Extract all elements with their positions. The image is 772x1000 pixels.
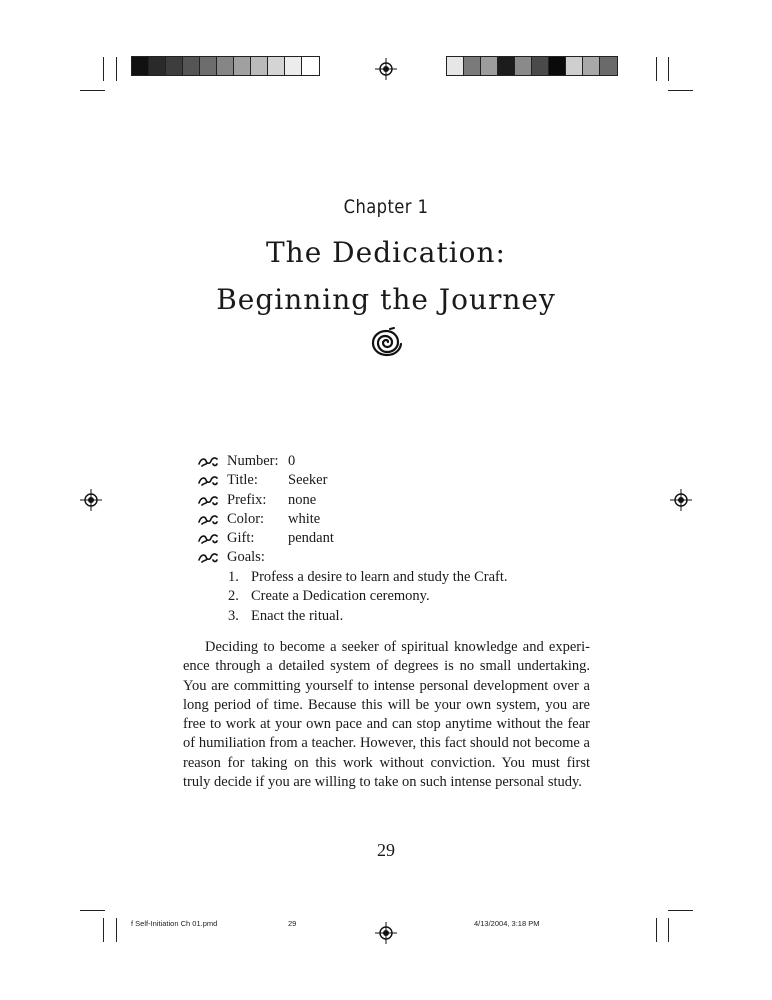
registration-mark-icon bbox=[375, 922, 397, 944]
slug-timestamp: 4/13/2004, 3:18 PM bbox=[474, 919, 540, 928]
color-swatch bbox=[566, 57, 583, 75]
color-swatch bbox=[583, 57, 600, 75]
crop-mark bbox=[668, 918, 669, 942]
goal-text: Enact the ritual. bbox=[251, 607, 344, 624]
crop-mark bbox=[668, 90, 693, 91]
crop-mark bbox=[80, 90, 105, 91]
crop-mark bbox=[668, 910, 693, 911]
fleuron-bullet-icon bbox=[198, 455, 218, 467]
fact-label: Number: bbox=[227, 453, 279, 469]
chapter-title-line-1: The Dedication: bbox=[266, 236, 506, 269]
crop-mark bbox=[656, 918, 657, 942]
fact-label: Goals: bbox=[227, 549, 265, 566]
crop-mark bbox=[656, 57, 657, 81]
goal-text: Profess a desire to learn and study the Craft. bbox=[251, 569, 508, 585]
fact-label: Color: bbox=[227, 510, 265, 527]
fact-label: Prefix: bbox=[227, 491, 267, 508]
color-swatch bbox=[268, 57, 285, 75]
slug-filename: f Self-Initiation Ch 01.pmd bbox=[131, 919, 218, 928]
chapter-label: Chapter 1 bbox=[343, 196, 429, 218]
fact-label: Gift: bbox=[227, 530, 255, 547]
color-bar-left bbox=[131, 56, 320, 76]
goal-number: 3. bbox=[228, 607, 239, 624]
crop-mark bbox=[668, 57, 669, 81]
page-number: 29 bbox=[377, 840, 395, 860]
crop-mark bbox=[80, 910, 105, 911]
goal-text: Create a Dedication ceremony. bbox=[251, 588, 430, 605]
color-swatch bbox=[217, 57, 234, 75]
fleuron-bullet-icon bbox=[198, 551, 218, 563]
fact-value: white bbox=[288, 510, 321, 527]
fact-value: pendant bbox=[288, 530, 334, 547]
slug-page: 29 bbox=[288, 919, 297, 928]
goal-number: 1. bbox=[228, 569, 239, 585]
color-swatch bbox=[549, 57, 566, 75]
color-swatch bbox=[285, 57, 302, 75]
color-swatch bbox=[600, 57, 617, 75]
color-swatch bbox=[200, 57, 217, 75]
color-swatch bbox=[515, 57, 532, 75]
goal-number: 2. bbox=[228, 588, 239, 605]
crop-mark bbox=[103, 57, 104, 81]
color-swatch bbox=[447, 57, 464, 75]
fleuron-bullet-icon bbox=[198, 513, 218, 525]
fleuron-bullet-icon bbox=[198, 494, 218, 506]
fact-label: Title: bbox=[227, 472, 258, 489]
registration-mark-icon bbox=[375, 58, 397, 80]
chapter-title-line-2: Beginning the Journey bbox=[216, 283, 556, 316]
color-swatch bbox=[149, 57, 166, 75]
color-bar-right bbox=[446, 56, 618, 76]
fleuron-bullet-icon bbox=[198, 474, 218, 486]
color-swatch bbox=[132, 57, 149, 75]
color-swatch bbox=[498, 57, 515, 75]
color-swatch bbox=[183, 57, 200, 75]
fact-value: 0 bbox=[288, 453, 296, 469]
fact-value: Seeker bbox=[288, 472, 328, 489]
crop-mark bbox=[116, 918, 117, 942]
registration-mark-icon bbox=[670, 489, 692, 511]
crop-mark bbox=[103, 918, 104, 942]
fact-value: none bbox=[288, 491, 317, 508]
body-paragraph: Deciding to become a seeker of spiritual knowledge and experience through a detailed system of degrees is no small undertaking. You are committing yourself to intense personal development over a long period of time. Because this will be your own system, you are free to work at your own pace and can stop anytime without the fear of humiliation from a teacher. However, this fact should not become a reason for taking on this work without conviction. You must first truly decide if you are willing to take on such intense personal study. bbox=[183, 639, 590, 791]
registration-mark-icon bbox=[80, 489, 102, 511]
spiral-ornament-icon bbox=[370, 327, 404, 359]
fleuron-bullet-icon bbox=[198, 532, 218, 544]
color-swatch bbox=[166, 57, 183, 75]
color-swatch bbox=[234, 57, 251, 75]
crop-mark bbox=[116, 57, 117, 81]
color-swatch bbox=[481, 57, 498, 75]
color-swatch bbox=[302, 57, 319, 75]
color-swatch bbox=[532, 57, 549, 75]
color-swatch bbox=[464, 57, 481, 75]
color-swatch bbox=[251, 57, 268, 75]
